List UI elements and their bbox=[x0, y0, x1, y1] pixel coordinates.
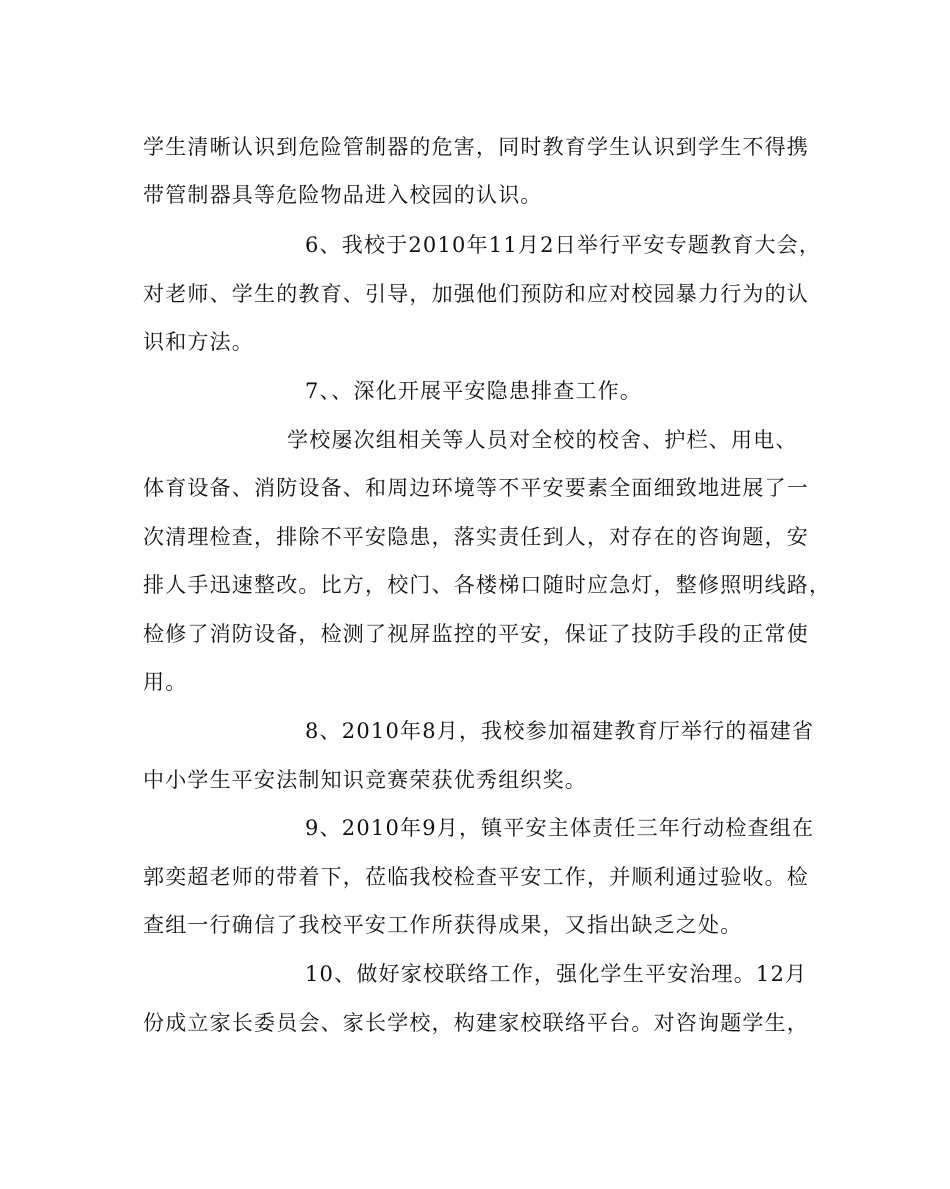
text-line: 8、2010年8月，我校参加福建教育厅举行的福建省 bbox=[305, 719, 815, 743]
text-line: 查组一行确信了我校平安工作所获得成果，又指出缺乏之处。 bbox=[143, 913, 743, 937]
text-line: 排人手迅速整改。比方，校门、各楼梯口随时应急灯，整修照明线路， bbox=[143, 573, 832, 597]
text-line: 郭奕超老师的带着下，莅临我校检查平安工作，并顺利通过验收。检 bbox=[143, 865, 809, 889]
text-line: 带管制器具等危险物品进入校园的认识。 bbox=[143, 183, 543, 207]
text-line: 份成立家长委员会、家长学校，构建家校联络平台。对咨询题学生， bbox=[143, 1011, 809, 1035]
text-line: 6、我校于2010年11月2日举行平安专题教育大会， bbox=[305, 233, 822, 257]
text-line: 检修了消防设备，检测了视屏监控的平安，保证了技防手段的正常使 bbox=[143, 622, 809, 646]
text-line: 7、、深化开展平安隐患排查工作。 bbox=[305, 379, 643, 403]
text-line: 对老师、学生的教育、引导，加强他们预防和应对校园暴力行为的认 bbox=[143, 282, 809, 306]
text-line: 10、做好家校联络工作，强化学生平安治理。12月 bbox=[305, 962, 808, 986]
text-line: 中小学生平安法制知识竞赛荣获优秀组织奖。 bbox=[143, 768, 587, 792]
text-line: 9、2010年9月，镇平安主体责任三年行动检查组在 bbox=[305, 816, 815, 840]
text-line: 学校屡次组相关等人员对全校的校舍、护栏、用电、 bbox=[287, 428, 798, 452]
text-line: 识和方法。 bbox=[143, 330, 254, 354]
text-line: 次清理检查，排除不平安隐患，落实责任到人，对存在的咨询题，安 bbox=[143, 525, 809, 549]
text-line: 体育设备、消防设备、和周边环境等不平安要素全面细致地进展了一 bbox=[143, 476, 809, 500]
text-line: 学生清晰认识到危险管制器的危害，同时教育学生认识到学生不得携 bbox=[143, 135, 809, 159]
text-line: 用。 bbox=[143, 670, 188, 694]
